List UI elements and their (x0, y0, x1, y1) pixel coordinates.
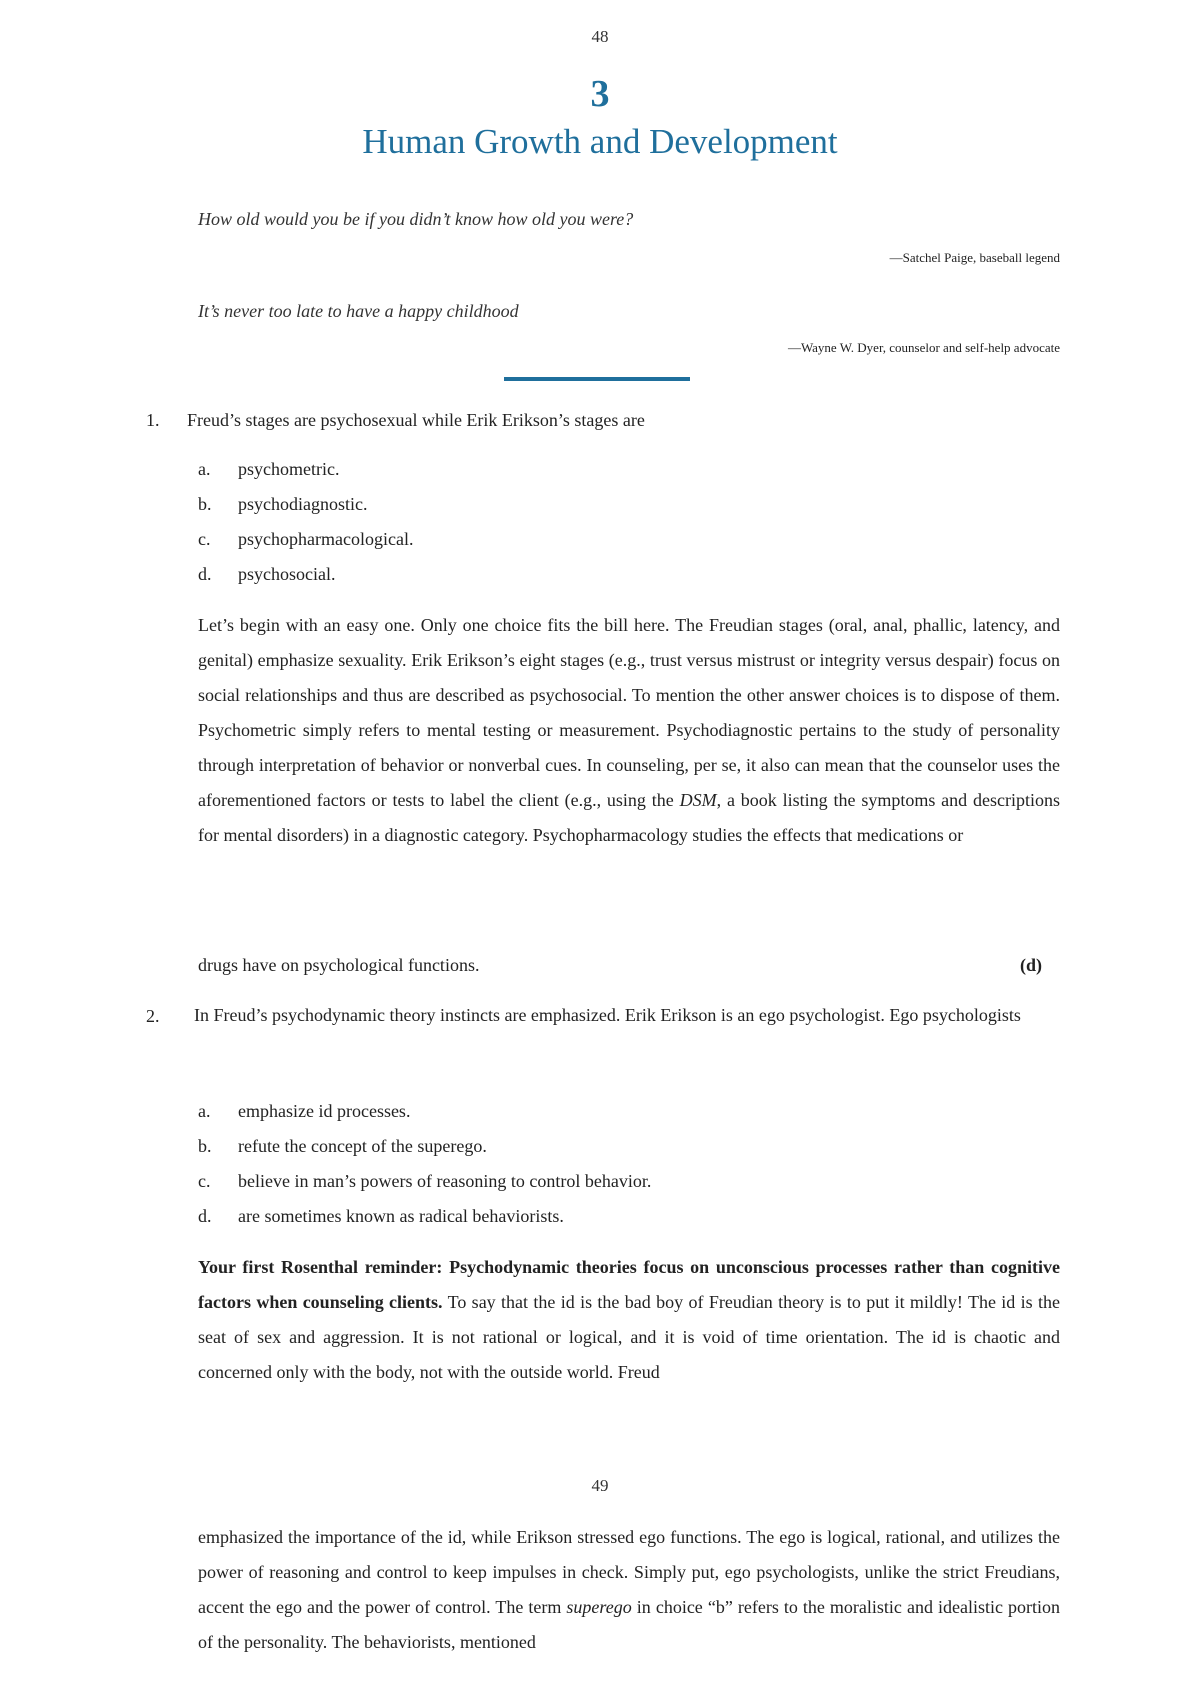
dsm-term: DSM (679, 790, 717, 810)
explanation-paragraph (198, 1520, 1060, 1660)
explanation-paragraph (198, 1250, 1060, 1390)
answer-option (198, 1171, 651, 1192)
explanation-text: To say that the id is the bad boy of Freudian theory is to put it mildly! The id is the seat of sex and aggression. It is not rational or logical, and it is void of time orientation. The id is chaotic and concerned only with the body, not with the outside world. Freud (198, 1292, 1060, 1382)
epigraph-quote: It’s never too late to have a happy childhood (198, 301, 519, 321)
chapter-title: Human Growth and Development (362, 122, 838, 161)
epigraph-attribution: —Satchel Paige, baseball legend (889, 250, 1060, 265)
page-number: 49 (591, 1476, 609, 1495)
chapter-number: 3 (590, 73, 610, 115)
explanation-text: in choice “b” refers to the moralistic and idealistic portion of the personality. The behaviorists, mentioned (198, 1597, 1060, 1652)
question-number: 2. (146, 1006, 160, 1026)
answer-option (198, 1136, 487, 1157)
answer-option (198, 1206, 564, 1227)
option-label: c. (198, 529, 211, 549)
option-text: believe in man’s powers of reasoning to control behavior. (238, 1171, 652, 1191)
question-number: 1. (146, 410, 160, 430)
option-label: b. (198, 1136, 212, 1156)
option-text: psychopharmacological. (238, 529, 414, 549)
option-text: refute the concept of the superego. (238, 1136, 487, 1156)
option-label: d. (198, 564, 212, 584)
explanation-text: Let’s begin with an easy one. Only one choice fits the bill here. The Freudian stages (oral, anal, phallic, latency, and genital) emphasize sexuality. Erik Erikson’s eight stages (e.g., trust versus mistrust or integrity versus despair) focus on social relationships and thus are described as psychosocial. To mention the other answer choices is to dispose of them. Psychometric simply refers to mental testing or measurement. Psychodiagnostic pertains to the study of personality through interpretation of behavior or nonverbal cues. In counseling, per se, it also can mean that the counselor uses the aforementioned factors or tests to label the client (e.g., using the (198, 615, 1060, 810)
option-label: b. (198, 494, 212, 514)
question-text: In Freud’s psychodynamic theory instincts are emphasized. Erik Erikson is an ego psychologist. Ego psychologists (194, 1005, 1021, 1025)
option-text: psychodiagnostic. (238, 494, 368, 514)
superego-term: superego (566, 1597, 632, 1617)
epigraph-attribution: —Wayne W. Dyer, counselor and self-help advocate (787, 340, 1060, 355)
answer-option (198, 494, 367, 515)
answer-option (198, 459, 339, 480)
explanation-text: , a book listing the symptoms and descriptions for mental disorders) in a diagnostic category. Psychopharmacology studies the effects that medications or (198, 790, 1060, 845)
option-text: emphasize id processes. (238, 1101, 411, 1121)
answer-option (198, 529, 413, 550)
explanation-tail: drugs have on psychological functions. (198, 955, 480, 975)
answer-option (198, 564, 335, 585)
answer-option (198, 1101, 410, 1122)
rosenthal-reminder: Your first Rosenthal reminder: Psychodynamic theories focus on unconscious processes rather than cognitive factors when counseling clients. (198, 1257, 1060, 1312)
question-text: Freud’s stages are psychosexual while Erik Erikson’s stages are (187, 410, 645, 430)
explanation-text: emphasized the importance of the id, while Erikson stressed ego functions. The ego is logical, rational, and utilizes the power of reasoning and control to keep impulses in check. Simply put, ego psychologists, unlike the strict Freudians, accent the ego and the power of control. The term (198, 1527, 1060, 1617)
option-text: psychometric. (238, 459, 340, 479)
option-label: c. (198, 1171, 211, 1191)
option-label: a. (198, 1101, 211, 1121)
answer-key: (d) (1020, 955, 1042, 975)
option-label: d. (198, 1206, 212, 1226)
explanation-paragraph (198, 608, 1060, 853)
option-text: are sometimes known as radical behaviorists. (238, 1206, 564, 1226)
option-label: a. (198, 459, 211, 479)
option-text: psychosocial. (238, 564, 336, 584)
section-divider (504, 377, 690, 381)
page-number: 48 (591, 27, 609, 46)
epigraph-quote: How old would you be if you didn’t know how old you were? (198, 209, 634, 229)
